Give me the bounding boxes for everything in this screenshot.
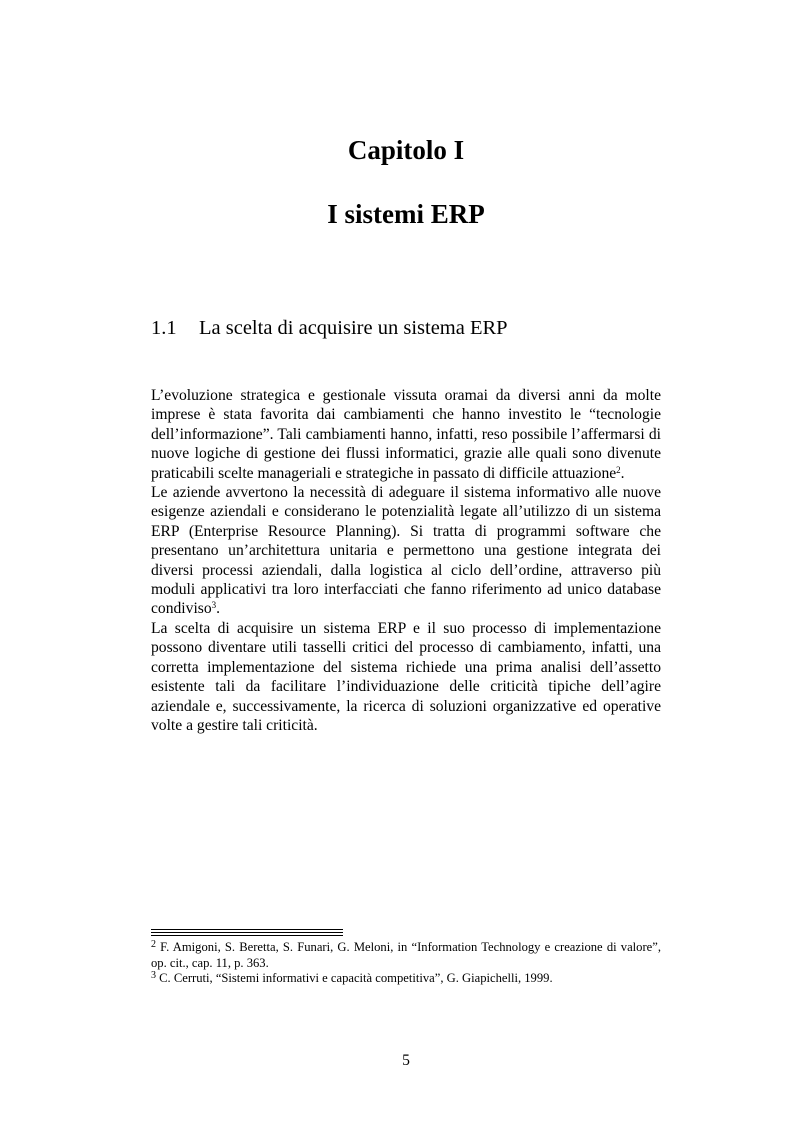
- footnote-reference[interactable]: 3: [211, 600, 217, 611]
- paragraph: [151, 386, 661, 483]
- section-heading: [151, 314, 508, 342]
- section-number: 1.1: [151, 317, 177, 339]
- section-title: La scelta di acquisire un sistema ERP: [199, 317, 508, 339]
- footnote: [151, 940, 661, 971]
- footnote-number: 3: [151, 970, 156, 982]
- footnotes: [151, 940, 661, 987]
- footnote-number: 2: [151, 939, 156, 950]
- paragraph-text-end: .: [216, 600, 221, 618]
- chapter-title: I sistemi ERP: [327, 199, 485, 229]
- footnote-separator: [151, 932, 343, 933]
- paragraph-text: L’evoluzione strategica e gestionale vissuta oramai da diversi anni da molte imprese è stata favorita dai cambiamenti che hanno investito le “tecnologie dell’informazione”. Tali cambiamenti hanno, infatti, reso possibile l’affermarsi di nuove logiche di gestione dei flussi informatici, grazie alle quali sono divenute praticabili scelte manageriali e strategiche in passato di difficile attuazione: [151, 387, 661, 482]
- footnote-text: C. Cerruti, “Sistemi informativi e capacità competitiva”, G. Giapichelli, 1999.: [156, 971, 553, 986]
- footnote: [151, 971, 661, 987]
- chapter-label: Capitolo I: [347, 135, 465, 165]
- paragraph-text: La scelta di acquisire un sistema ERP e il suo processo di implementazione possono diventare utili tasselli critici del processo di cambiamento, infatti, una corretta implementazione del sistema richiede una prima analisi dell’assetto esistente tali da facilitare l’individuazione delle criticità tipiche dell’agire aziendale e, successivamente, la ricerca di soluzioni organizzative ed operative volte a gestire tali criticità.: [151, 619, 661, 734]
- footnote-separator: [151, 935, 343, 936]
- footnote-text: F. Amigoni, S. Beretta, S. Funari, G. Meloni, in “Information Technology e creazione di valore”, op. cit., cap. 11, p. 363.: [151, 940, 661, 970]
- paragraph: [151, 619, 661, 735]
- paragraph-text: Le aziende avvertono la necessità di adeguare il sistema informativo alle nuove esigenze aziendali e considerano le potenzialità legate all’utilizzo di un sistema ERP (Enterprise Resource Planning). Si tratta di programmi software che presentano un’architettura unitaria e permettono una gestione integrata dei diversi processi aziendali, dalla logistica al ciclo dell’ordine, attraverso più moduli applicativi tra loro interfacciati che fanno riferimento ad unico database condiviso: [151, 484, 661, 618]
- footnote-reference[interactable]: 2: [616, 464, 621, 475]
- body-text: [151, 386, 661, 735]
- footnote-separator: [151, 929, 343, 930]
- paragraph-text-end: .: [620, 464, 625, 482]
- paragraph: [151, 483, 661, 619]
- page-number: 5: [402, 1052, 410, 1069]
